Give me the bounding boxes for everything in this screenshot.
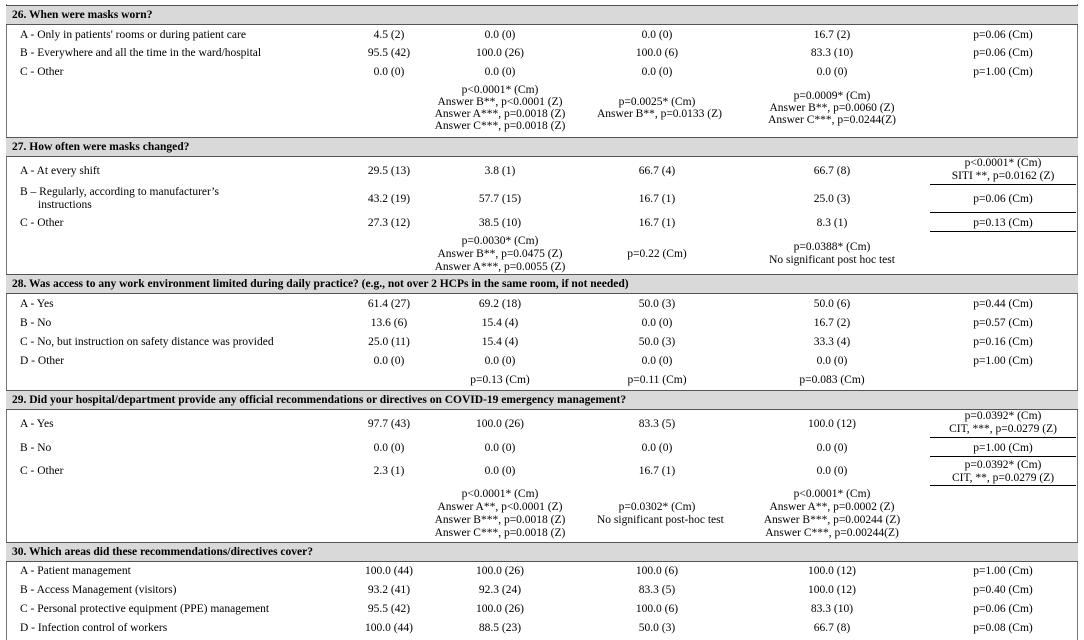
p-value: CIT, ***, p=0.0279 (Z): [949, 423, 1057, 435]
cell-value: 0.0 (0): [484, 29, 516, 41]
row-label: D - Other: [20, 355, 65, 367]
stat-line: p=0.0009* (Cm): [793, 90, 871, 102]
cell-value: 83.3 (10): [810, 47, 854, 59]
row-label: B - Access Management (visitors): [20, 584, 177, 596]
p-value: p=0.44 (Cm): [973, 298, 1033, 310]
stat-line: p=0.0388* (Cm): [793, 241, 871, 253]
stat-line: Answer B**, p=0.0060 (Z): [769, 102, 895, 114]
stat-line: Answer C***, p=0.0018 (Z): [434, 120, 566, 132]
cell-value: 66.7 (4): [638, 165, 676, 177]
cell-divider: [930, 456, 1076, 457]
row-label: C - Other: [20, 465, 64, 477]
cell-value: 100.0 (44): [365, 622, 413, 634]
stat-line: Answer B***, p=0.00244 (Z): [763, 514, 901, 526]
stat-line: Answer A**, p=0.0002 (Z): [769, 501, 895, 513]
cell-value: 0.0 (0): [484, 465, 516, 477]
cell-value: 50.0 (3): [638, 298, 676, 310]
cell-value: 50.0 (3): [638, 622, 676, 634]
cell-value: 29.5 (13): [367, 165, 411, 177]
p-value: p=0.06 (Cm): [973, 603, 1033, 615]
cell-value: 100.0 (12): [808, 418, 856, 430]
p-value: CIT, **, p=0.0279 (Z): [951, 472, 1055, 484]
cell-divider: [930, 485, 1076, 486]
cell-value: 0.0 (0): [641, 355, 673, 367]
p-value: p=0.57 (Cm): [973, 317, 1033, 329]
cell-value: 0.0 (0): [641, 442, 673, 454]
row-label: A - At every shift: [20, 165, 100, 177]
stat-line: Answer A***, p=0.0055 (Z): [434, 261, 566, 273]
cell-value: 0.0 (0): [816, 442, 848, 454]
cell-value: 50.0 (6): [813, 298, 851, 310]
cell-value: 57.7 (15): [478, 193, 522, 205]
cell-value: 100.0 (26): [476, 603, 524, 615]
stat-line: Answer B***, p=0.0018 (Z): [434, 514, 566, 526]
cell-value: 97.7 (43): [367, 418, 411, 430]
cell-value: 0.0 (0): [484, 442, 516, 454]
cell-divider: [930, 212, 1076, 213]
stat-line: p=0.22 (Cm): [627, 248, 687, 260]
cell-value: 50.0 (3): [638, 336, 676, 348]
row-label: C - No, but instruction on safety distance was provided: [20, 336, 274, 348]
row-label: C - Personal protective equipment (PPE) management: [20, 603, 270, 615]
cell-value: 0.0 (0): [816, 66, 848, 78]
cell-value: 88.5 (23): [478, 622, 522, 634]
cell-value: 100.0 (12): [808, 565, 856, 577]
cell-value: 0.0 (0): [641, 66, 673, 78]
cell-value: 66.7 (8): [813, 622, 851, 634]
row-label: A - Only in patients' rooms or during patient care: [20, 29, 246, 41]
row-label: A - Yes: [20, 298, 54, 310]
cell-value: 15.4 (4): [481, 317, 519, 329]
section-header-q28: 28. Was access to any work environment limited during daily practice? (e.g., not over 2 HCPs in the same room, if not needed): [6, 274, 1078, 294]
p-value: p=0.0392* (Cm): [964, 459, 1042, 471]
cell-value: 0.0 (0): [816, 355, 848, 367]
cell-value: 83.3 (10): [810, 603, 854, 615]
row-label: B - No: [20, 442, 52, 454]
row-label: C - Other: [20, 217, 64, 229]
cell-value: 38.5 (10): [478, 217, 522, 229]
p-value: p=0.08 (Cm): [973, 622, 1033, 634]
p-value: p=0.13 (Cm): [973, 217, 1033, 229]
p-value: p<0.0001* (Cm): [964, 157, 1042, 169]
section-header-q26: 26. When were masks worn?: [6, 5, 1078, 25]
row-label: D - Infection control of workers: [20, 622, 168, 634]
stat-line: p=0.0025* (Cm): [618, 96, 696, 108]
cell-value: 13.6 (6): [370, 317, 408, 329]
stat-line: p<0.0001* (Cm): [461, 488, 539, 500]
p-value: p=0.40 (Cm): [973, 584, 1033, 596]
cell-value: 100.0 (6): [635, 603, 679, 615]
stat-line: Answer C***, p=0.00244(Z): [765, 527, 899, 539]
cell-value: 0.0 (0): [816, 465, 848, 477]
cell-value: 0.0 (0): [373, 66, 405, 78]
stat-line: p=0.0030* (Cm): [461, 235, 539, 247]
stat-line: Answer B**, p=0.0133 (Z): [597, 108, 722, 120]
cell-value: 43.2 (19): [367, 193, 411, 205]
cell-value: 25.0 (11): [368, 336, 410, 348]
cell-divider: [930, 231, 1076, 232]
row-label: A - Patient management: [20, 565, 131, 577]
section-header-q27: 27. How often were masks changed?: [6, 137, 1078, 157]
stat-line: Answer B**, p<0.0001 (Z): [437, 96, 563, 108]
cell-value: 100.0 (44): [365, 565, 413, 577]
cell-value: 83.3 (5): [638, 418, 676, 430]
section-header-q30: 30. Which areas did these recommendations/directives cover?: [6, 542, 1078, 562]
p-value: p=0.06 (Cm): [973, 47, 1033, 59]
cell-value: 83.3 (5): [638, 584, 676, 596]
stat-line: p<0.0001* (Cm): [793, 488, 871, 500]
p-value: p=1.00 (Cm): [973, 442, 1033, 454]
p-value: p=1.00 (Cm): [973, 355, 1033, 367]
row-label: A - Yes: [20, 418, 54, 430]
cell-value: 16.7 (2): [813, 29, 851, 41]
row-label: B - Everywhere and all the time in the ward/hospital: [20, 47, 262, 59]
cell-value: 15.4 (4): [481, 336, 519, 348]
p-value: SITI **, p=0.0162 (Z): [951, 170, 1055, 182]
row-label: C - Other: [20, 66, 64, 78]
p-value: p=1.00 (Cm): [973, 66, 1033, 78]
row-label: B - No: [20, 317, 52, 329]
cell-value: 100.0 (26): [476, 47, 524, 59]
stat-line: p=0.083 (Cm): [799, 374, 865, 386]
cell-value: 61.4 (27): [367, 298, 411, 310]
cell-value: 27.3 (12): [367, 217, 411, 229]
row-label: B – Regularly, according to manufacturer’s: [20, 186, 219, 198]
cell-value: 16.7 (1): [638, 193, 676, 205]
cell-value: 100.0 (26): [476, 565, 524, 577]
cell-value: 25.0 (3): [813, 193, 851, 205]
stat-line: Answer A**, p<0.0001 (Z): [437, 501, 563, 513]
stat-line: No significant post hoc test: [769, 254, 895, 266]
cell-divider: [930, 437, 1076, 438]
p-value: p=0.16 (Cm): [973, 336, 1033, 348]
cell-value: 0.0 (0): [373, 442, 405, 454]
cell-value: 100.0 (26): [476, 418, 524, 430]
cell-value: 0.0 (0): [641, 317, 673, 329]
cell-value: 16.7 (1): [638, 217, 676, 229]
cell-value: 3.8 (1): [484, 165, 516, 177]
row-label-cont: instructions: [38, 199, 92, 211]
p-value: p=0.06 (Cm): [973, 193, 1033, 205]
stat-line: p=0.0302* (Cm): [618, 501, 696, 513]
stat-line: Answer A***, p=0.0018 (Z): [434, 108, 566, 120]
cell-value: 100.0 (12): [808, 584, 856, 596]
stat-line: p<0.0001* (Cm): [461, 84, 539, 96]
cell-value: 0.0 (0): [484, 66, 516, 78]
p-value: p=0.0392* (Cm): [964, 410, 1042, 422]
cell-value: 66.7 (8): [813, 165, 851, 177]
cell-value: 92.3 (24): [478, 584, 522, 596]
cell-value: 4.5 (2): [373, 29, 405, 41]
cell-value: 0.0 (0): [484, 355, 516, 367]
cell-value: 33.3 (4): [813, 336, 851, 348]
section-header-q29: 29. Did your hospital/department provide any official recommendations or directives on COVID-19 emergency management?: [6, 390, 1078, 410]
cell-value: 2.3 (1): [373, 465, 405, 477]
stat-line: Answer B**, p=0.0475 (Z): [437, 248, 563, 260]
stat-line: p=0.11 (Cm): [627, 374, 687, 386]
cell-divider: [930, 184, 1076, 185]
cell-value: 100.0 (6): [635, 47, 679, 59]
cell-value: 95.5 (42): [367, 603, 411, 615]
p-value: p=1.00 (Cm): [973, 565, 1033, 577]
cell-value: 16.7 (2): [813, 317, 851, 329]
cell-value: 100.0 (6): [635, 565, 679, 577]
stat-line: Answer C***, p=0.0018 (Z): [434, 527, 566, 539]
cell-value: 8.3 (1): [816, 217, 848, 229]
cell-value: 95.5 (42): [367, 47, 411, 59]
cell-value: 16.7 (1): [638, 465, 676, 477]
cell-value: 93.2 (41): [367, 584, 411, 596]
p-value: p=0.06 (Cm): [973, 29, 1033, 41]
cell-value: 0.0 (0): [373, 355, 405, 367]
stat-line: No significant post-hoc test: [597, 514, 724, 526]
stat-line: Answer C***, p=0.0244(Z): [768, 114, 896, 126]
stat-line: p=0.13 (Cm): [470, 374, 530, 386]
cell-value: 0.0 (0): [641, 29, 673, 41]
cell-value: 69.2 (18): [478, 298, 522, 310]
